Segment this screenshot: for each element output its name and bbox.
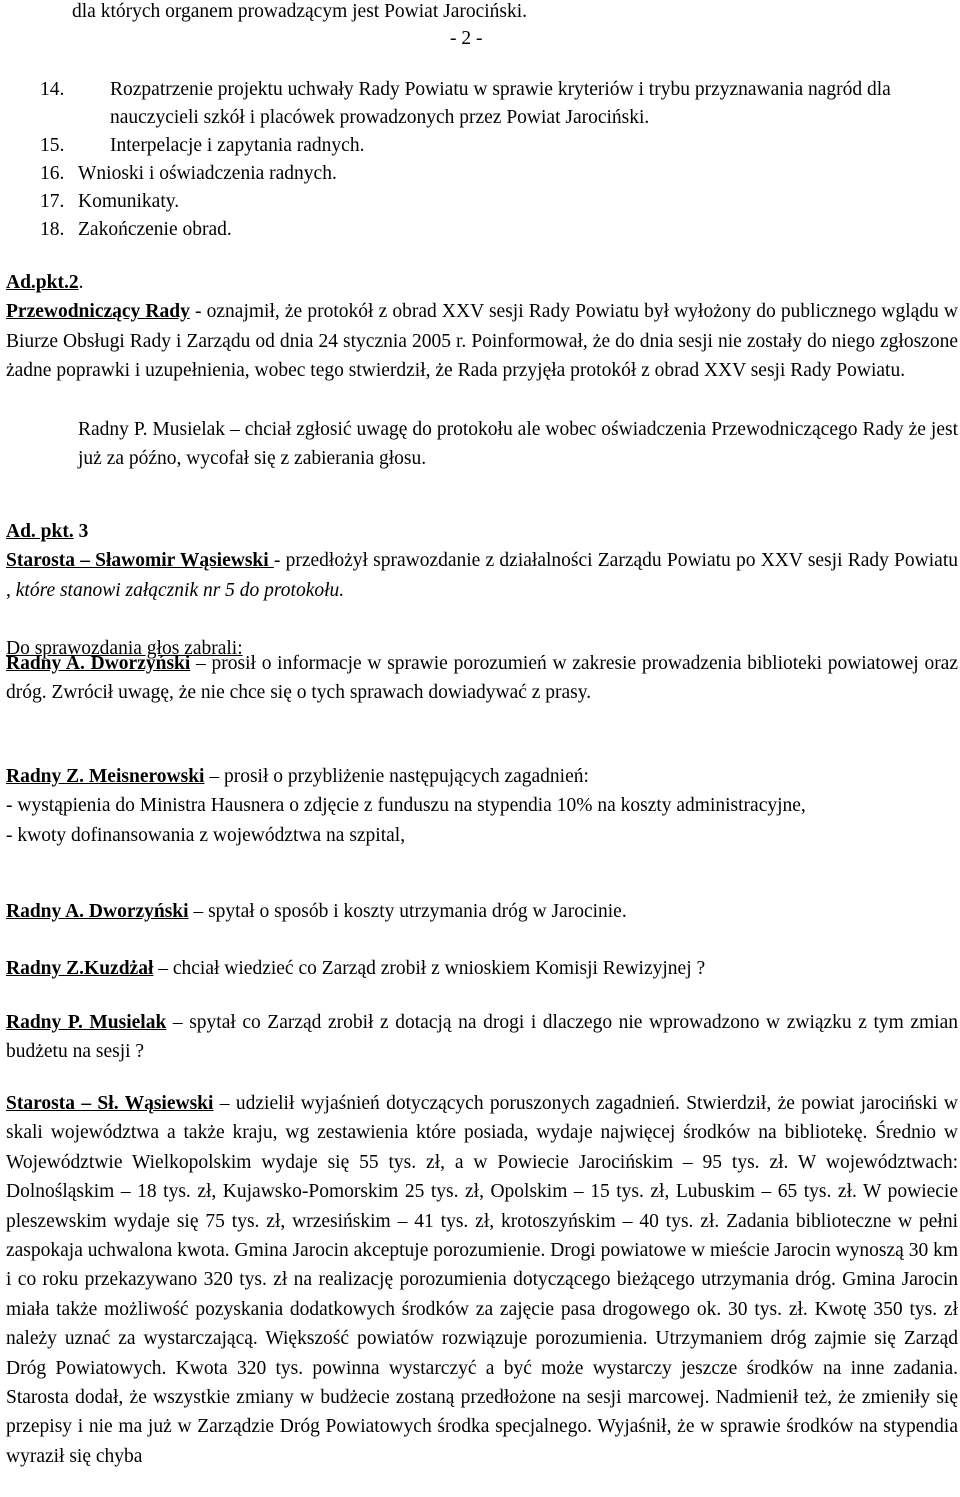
speaker-name: Radny A. Dworzyński — [6, 901, 189, 922]
agenda-item-number: 17. — [40, 191, 65, 212]
speech — [6, 954, 958, 983]
speech — [6, 762, 958, 850]
agenda-item-number: 15. — [40, 135, 65, 156]
paragraph: Radny P. Musielak – chciał zgłosić uwagę do protokołu ale wobec oświadczenia Przewodniczącego Rady że jest już za późno, wycofał się z zabierania głosu. — [78, 418, 958, 470]
speaker-name: Radny A. Dworzyński — [6, 653, 191, 674]
agenda-list — [40, 76, 960, 244]
speech-text: – spytał o sposób i koszty utrzymania dróg w Jarocinie. — [188, 901, 627, 922]
heading-dot: . — [78, 272, 84, 293]
heading-label: Ad.pkt.2 — [6, 272, 79, 293]
speaker-name: Radny Z. Meisnerowski — [6, 766, 205, 787]
paragraph-text: - oznajmił, że protokół z obrad XXV sesji Rady Powiatu był wyłożony do publicznego wglądu w Biurze Obsługi Rady i Zarządu od dnia 24 stycznia 2005 r. Poinformował, że do dnia sesji nie zostały do niego zgłoszone żadne poprawki i uzupełnienia, wobec tego stwierdził, że Rada przyjęła protokół z obrad XXV sesji Rady Powiatu. — [6, 301, 958, 382]
speech — [6, 1008, 958, 1067]
section-pkt2 — [6, 268, 958, 473]
heading-label: Ad. pkt. — [6, 521, 74, 542]
paragraph — [6, 297, 958, 385]
speaker-name: Starosta – Sławomir Wąsiewski — [6, 550, 274, 572]
agenda-item-text: Komunikaty. — [78, 191, 180, 212]
speech-text: – spytał co Zarząd zrobił z dotacją na drogi i dlaczego nie wprowadzono w związku z tym zmian budżetu na sesji ? — [6, 1012, 958, 1063]
paragraph — [6, 546, 958, 605]
speech — [6, 1089, 958, 1471]
agenda-item — [40, 132, 960, 160]
attachment-note: które stanowi załącznik nr 5 do protokołu. — [15, 579, 345, 601]
section-heading — [6, 517, 958, 546]
heading-number: 3 — [73, 521, 89, 542]
agenda-item — [40, 216, 960, 244]
agenda-item-number: 18. — [40, 219, 65, 240]
agenda-item-text: Interpelacje i zapytania radnych. — [110, 135, 365, 156]
agenda-item-text: Zakończenie obrad. — [78, 219, 232, 240]
continuation-line: dla których organem prowadzącym jest Powiat Jarociński. — [72, 1, 528, 22]
speech-text: – prosił o informacje w sprawie porozumień w zakresie prowadzenia biblioteki powiatowej oraz dróg. Zwrócił uwagę, że nie chce się o tych sprawach dowiadywać z prasy. — [6, 653, 958, 704]
agenda-item-number: 16. — [40, 163, 65, 184]
agenda-item-text: Wnioski i oświadczenia radnych. — [78, 163, 337, 184]
speech-text: – chciał wiedzieć co Zarząd zrobił z wnioskiem Komisji Rewizyjnej ? — [153, 958, 706, 979]
paragraph-text: - przedłożył sprawozdanie z działalności Zarządu Powiatu po XXV sesji Rady Powiatu , — [6, 550, 958, 601]
speech-text: – udzielił wyjaśnień dotyczących poruszonych zagadnień. Stwierdził, że powiat jarociński w skali województwa a także kraju, wg zestawienia które posiada, wydaje najwięcej środków na bibliotekę. Średnio w Województwie Wielkopolskim wydaje się 55 tys. zł, a w Powiecie Jarocińskim – 95 tys. zł. W województwach: Dolnośląskim – 18 tys. zł, Kujawsko-Pomorskim 25 tys. zł, Opolskim – 15 tys. zł, Lubuskim – 65 tys. zł. W powiecie pleszewskim wydaje się 75 tys. zł, wrzesińskim – 41 tys. zł, krotoszyńskim – 40 tys. zł. Zadania biblioteczne w pełni zaspokaja uchwalona kwota. Gmina Jarocin akceptuje porozumienie. Drogi powiatowe w mieście Jarocin wynoszą 30 km i co roku przekazywano 320 tys. zł na realizację porozumienia dotyczącego bieżącego utrzymania dróg. Gmina Jarocin miała także możliwość pozyskania dodatkowych środków za zajęcie pasa drogowego ok. 30 tys. zł. Kwotę 350 tys. zł należy uznać za wystarczającą. Większość powiatów rozwiązuje porozumienia. Utrzymaniem dróg zajmie się Zarząd Dróg Powiatowych. Kwota 320 tys. powinna wystarczyć a być może wystarczy jeszcze środków na inne zadania. Starosta dodał, że wszystkie zmiany w budżecie zostaną przedłożone na sesji marcowej. Nadmienił też, że zmieniły się przepisy i nie ma już w Zarządzie Dróg Powiatowych środka specjalnego. Wyjaśnił, że w sprawie środków na stypendia wyraził się chyba — [6, 1093, 958, 1467]
speech-point: - wystąpienia do Ministra Hausnera o zdjęcie z funduszu na stypendia 10% na koszty administracyjne, — [6, 795, 806, 817]
agenda-item-number: 14. — [40, 79, 65, 100]
speech-point: - kwoty dofinansowania z województwa na szpital, — [6, 824, 406, 846]
speaker-name: Starosta – Sł. Wąsiewski — [6, 1093, 214, 1114]
speaker-name: Radny Z.Kuzdżał — [6, 958, 154, 979]
agenda-item — [40, 160, 960, 188]
agenda-item-text: Rozpatrzenie projektu uchwały Rady Powiatu w sprawie kryteriów i trybu przyznawania nagród dla nauczycieli szkół i placówek prowadzonych przez Powiat Jarociński. — [110, 79, 891, 128]
section-heading — [6, 268, 958, 297]
speech — [6, 649, 958, 708]
page-number: - 2 - — [450, 28, 483, 49]
speech-text: – prosił o przybliżenie następujących zagadnień: — [204, 766, 589, 787]
agenda-item — [40, 76, 960, 132]
agenda-item — [40, 188, 960, 216]
speaker-name: Przewodniczący Rady — [6, 301, 190, 323]
discussion-heading: Do sprawozdania głos zabrali: — [6, 638, 243, 660]
speech — [6, 897, 958, 926]
section-pkt3 — [6, 517, 958, 664]
speaker-name: Radny P. Musielak — [6, 1012, 167, 1033]
